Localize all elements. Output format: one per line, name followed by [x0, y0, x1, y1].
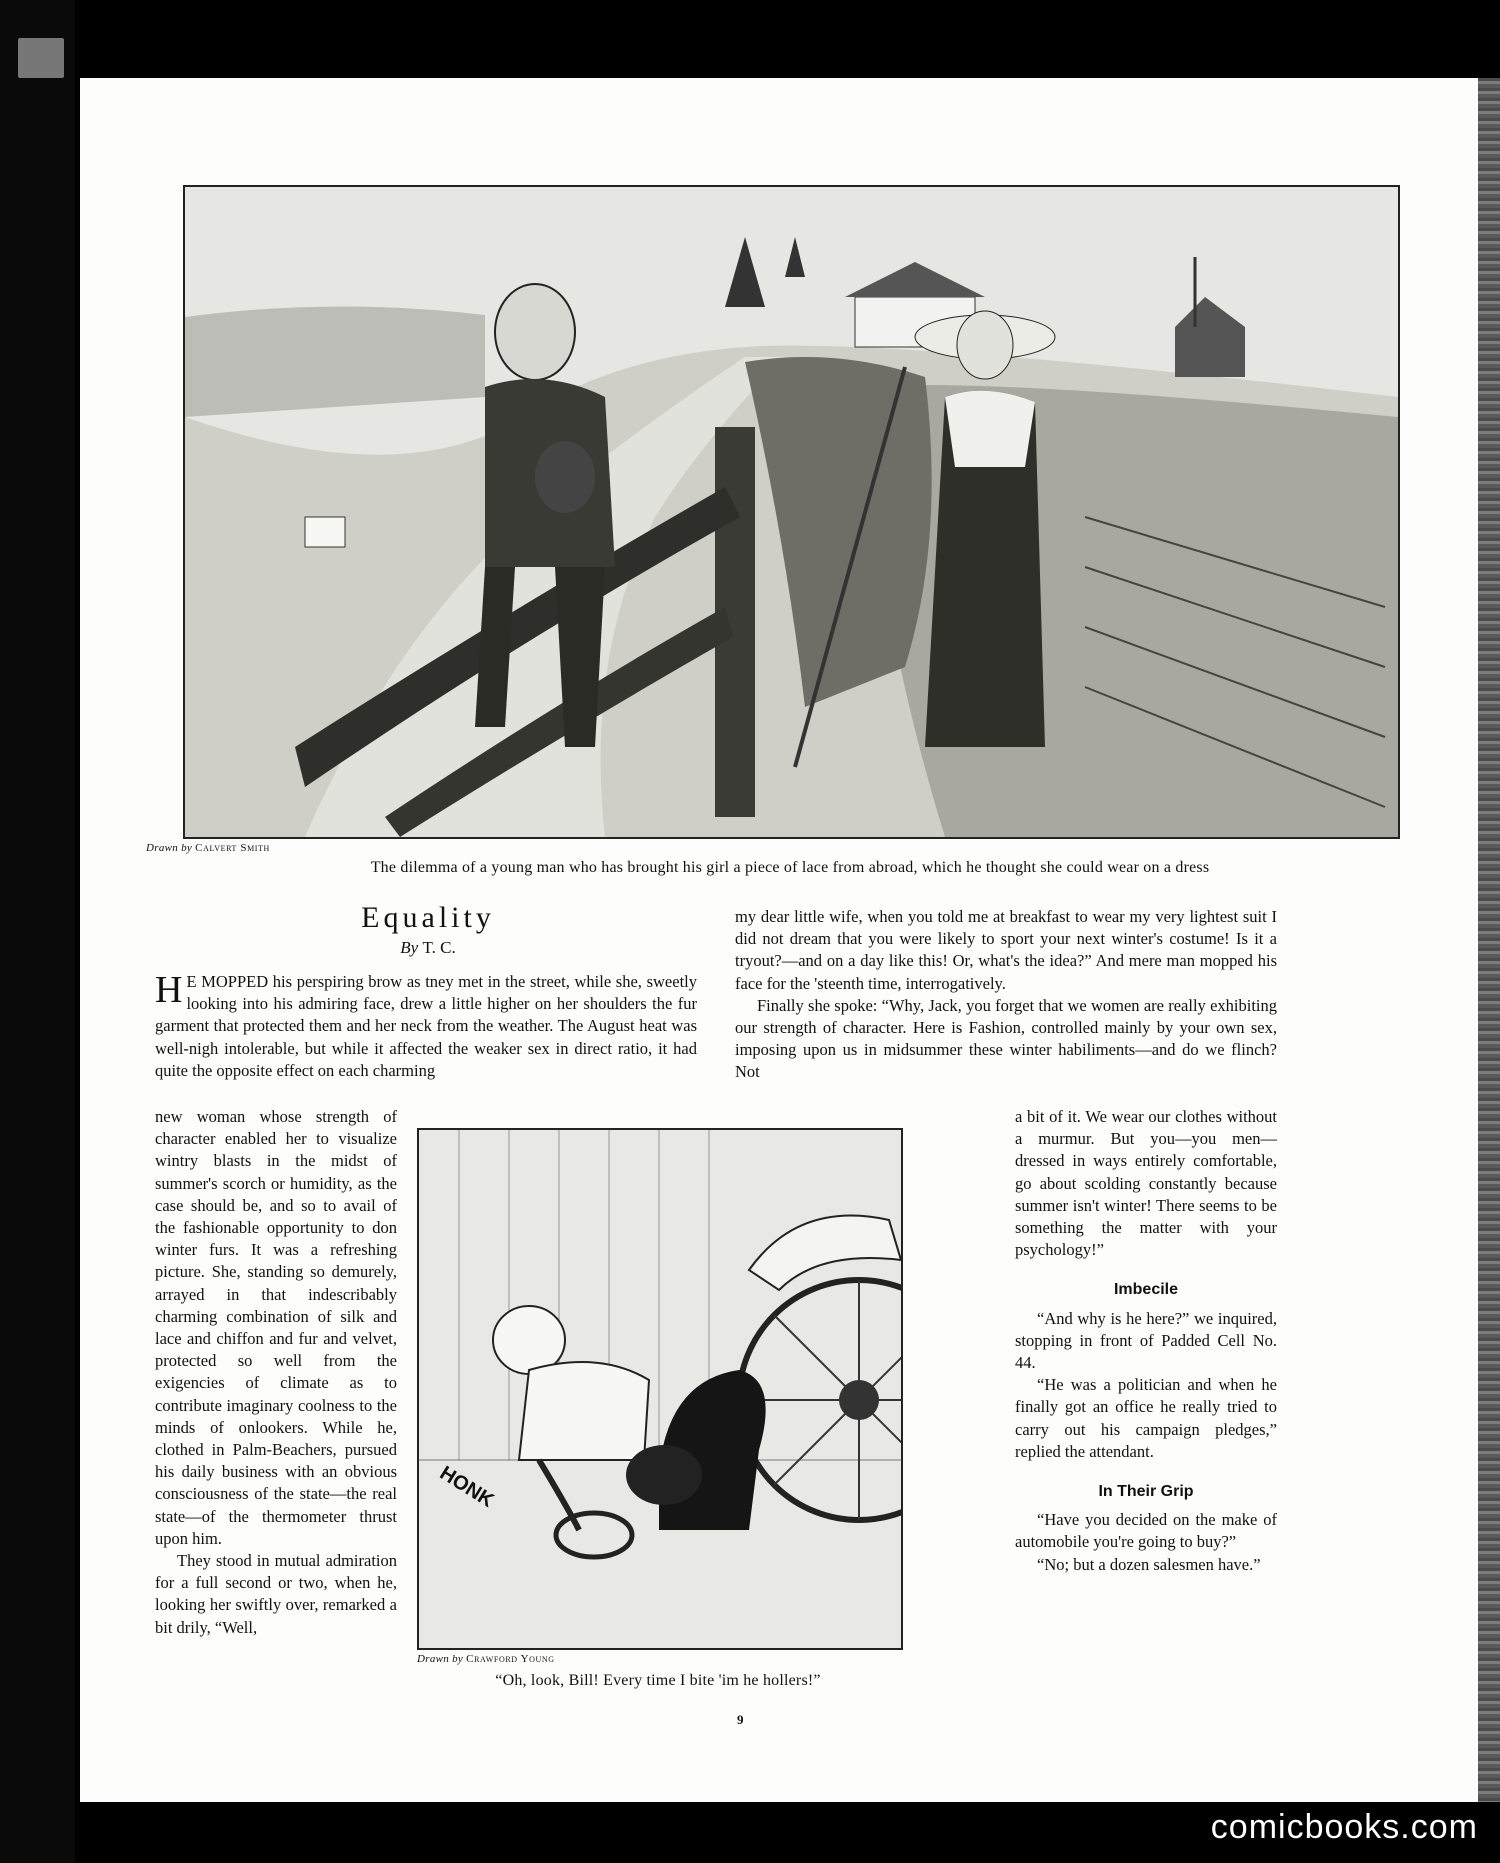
imbecile-heading: Imbecile [1113, 1281, 1179, 1299]
cartoon-dogs-horn [417, 1128, 903, 1650]
page-edge [1478, 78, 1500, 1802]
illustration-soldier-farmgirl [183, 185, 1400, 839]
top-illustration-caption: The dilemma of a young man who has brought his girl a piece of lace from abroad, which he thought she could wear on a dress [370, 859, 1210, 876]
grip-paragraph-1: “Have you decided on the make of automobile you're going to buy?” [1015, 1510, 1277, 1552]
article-byline [348, 938, 508, 958]
imbecile-paragraph-1: “And why is he here?” we inquired, stopping in front of Padded Cell No. 44. [1015, 1308, 1277, 1373]
article-paragraph-1 [155, 971, 697, 1082]
magazine-page [80, 78, 1480, 1802]
byline-author: T. C. [422, 938, 456, 957]
paragraph-1-text: E MOPPED his perspiring brow as tney met in the street, while she, sweetly looking into his admiring face, drew a little higher on her shoulders the fur garment that protected them and her neck from the weather. The August heat was well-nigh intolerable, but while it affected the weaker sex in direct ratio, it had quite the opposite effect on each charming [155, 972, 697, 1080]
paragraph-1-continued: new woman whose strength of character enabled her to visualize wintry blasts in the midst of summer's scorch or humidity, as the case should be, and so to avail of the fashionable opportunity to don winter furs. It was a refreshing picture. She, standing so demurely, arrayed in that indescribably charming combination of silk and lace and chiffon and fur and velvet, protected so well from the exigencies of climate as to contribute imaginary coolness to the minds of onlookers. While he, clothed in Palm-Beachers, pursued his daily business with an obvious consciousness of the state—the real state—of the thermometer thrust upon him. [155, 1107, 397, 1548]
book-binding [0, 0, 75, 1863]
article-column-left-narrow [155, 1106, 397, 1639]
credit-artist-name: Calvert Smith [195, 842, 270, 854]
cartoon-credit [417, 1653, 555, 1665]
drop-cap: H [155, 969, 183, 1011]
cartoon-caption: “Oh, look, Bill! Every time I bite 'im he hollers!” [495, 1672, 821, 1689]
article-column-right-top [735, 906, 1277, 1084]
page-number: 9 [737, 1712, 744, 1727]
cartoon-credit-prefix: Drawn by [417, 1653, 464, 1665]
paragraph-2-continued: my dear little wife, when you told me at breakfast to wear my very lightest suit I did not dream that you were likely to sport your next winter's costume! Is it a tryout?—and on a day like this! Or, what's the idea?” And mere man mopped his face for the 'steenth time, interrogatively. [735, 907, 1277, 993]
illustration-drawing [185, 187, 1398, 837]
article-title: Equality [361, 901, 495, 934]
honk-sound-effect: HONK [435, 1462, 498, 1513]
cartoon-credit-artist: Crawford Young [466, 1653, 555, 1665]
binding-tab [18, 38, 64, 78]
article-paragraph-2: They stood in mutual admiration for a full second or two, when he, looking her swiftly over, remarked a bit drily, “Well, [155, 1551, 397, 1637]
paragraph-3-continued: a bit of it. We wear our clothes without a murmur. But you—you men—dressed in ways entirely comfortable, go about scolding constantly because summer isn't winter! There seems to be something the matter with your psychology!” [1015, 1107, 1277, 1260]
grip-paragraph-2: “No; but a dozen salesmen have.” [1037, 1554, 1261, 1574]
grip-heading: In Their Grip [1098, 1483, 1194, 1501]
credit-prefix: Drawn by [146, 842, 193, 854]
article-column-left-top [155, 971, 697, 1082]
watermark: comicbooks.com [1210, 1808, 1478, 1846]
article-paragraph-3: Finally she spoke: “Why, Jack, you forget that we women are really exhibiting our strength of character. Here is Fashion, controlled mainly by your own sex, imposing upon us in midsummer these winter habiliments—and do we flinch? Not [735, 995, 1277, 1082]
imbecile-paragraph-2: “He was a politician and when he finally got an office he really tried to carry out his campaign pledges,” replied the attendant. [1015, 1375, 1277, 1461]
cartoon-drawing [419, 1130, 901, 1648]
article-column-right-narrow [1015, 1106, 1277, 1576]
byline-prefix: By [400, 938, 419, 957]
top-illustration-credit [146, 842, 270, 854]
